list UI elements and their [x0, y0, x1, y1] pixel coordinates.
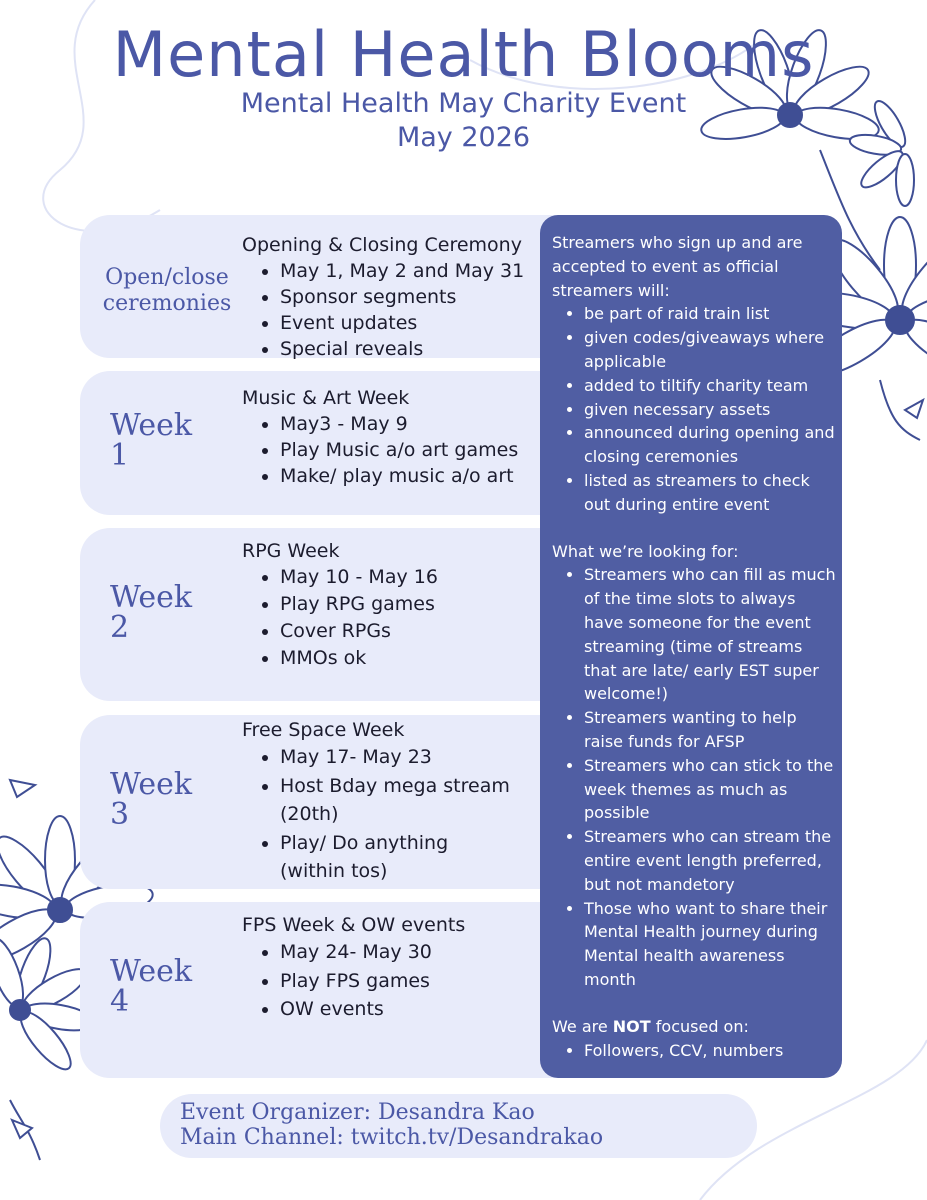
organizer-info — [160, 1094, 757, 1158]
list-item: • given necessary assets — [584, 398, 836, 422]
info-panel-content — [552, 231, 836, 1062]
list-item: • Streamers who can stream the entire event length preferred, but not mandetory — [584, 825, 836, 896]
card-title: FPS Week & OW events — [242, 914, 466, 936]
card-title: Opening & Closing Ceremony — [242, 234, 522, 256]
organizer-name: Event Organizer: Desandra Kao — [180, 1100, 535, 1125]
card-title: Free Space Week — [242, 719, 405, 741]
looking-list — [552, 563, 836, 991]
card-title: Music & Art Week — [242, 387, 410, 409]
card-list — [242, 564, 438, 672]
not-prefix: We are — [552, 1016, 613, 1036]
list-item: • Cover RPGs — [280, 618, 438, 645]
week-word: Week — [110, 408, 193, 443]
week-word: Week — [110, 954, 193, 989]
list-item: • added to tiltify charity team — [584, 374, 836, 398]
card-list — [242, 938, 465, 1024]
schedule-card-week-1 — [80, 371, 600, 515]
week-label — [110, 580, 193, 645]
list-item: • May3 - May 9 — [280, 411, 518, 437]
list-item: • Special reveals — [280, 336, 524, 362]
list-item: • MMOs ok — [280, 645, 438, 672]
card-content — [242, 717, 542, 886]
schedule-card-week-3 — [80, 715, 600, 889]
ceremonies-label-text: Open/close ceremonies — [102, 265, 232, 316]
list-item: • listed as streamers to check out during entire event — [584, 469, 836, 517]
list-item: • OW events — [280, 995, 465, 1024]
card-list — [242, 411, 518, 489]
list-item: • May 1, May 2 and May 31 — [280, 258, 524, 284]
list-item: • May 24- May 30 — [280, 938, 465, 967]
list-item: • be part of raid train list — [584, 302, 836, 326]
page-title: Mental Health Blooms — [112, 18, 815, 91]
week-number: 2 — [110, 610, 130, 645]
card-title: RPG Week — [242, 540, 340, 562]
main-channel: Main Channel: twitch.tv/Desandrakao — [180, 1125, 604, 1150]
ceremonies-label — [92, 265, 242, 317]
week-number: 1 — [110, 438, 130, 473]
week-word: Week — [110, 580, 193, 615]
list-item: • Those who want to share their Mental Health journey during Mental health awareness month — [584, 897, 836, 992]
week-word: Week — [110, 767, 193, 802]
card-content — [242, 232, 524, 362]
list-item: • Streamers who can stick to the week themes as much as possible — [584, 754, 836, 825]
card-list — [242, 258, 524, 362]
schedule-card-ceremonies — [80, 215, 600, 358]
list-item: • May 17- May 23 — [280, 743, 542, 772]
list-item: • Play RPG games — [280, 591, 438, 618]
schedule-card-week-2 — [80, 528, 600, 701]
benefits-list — [552, 302, 836, 516]
not-focused-list — [552, 1039, 836, 1063]
schedule-card-week-4 — [80, 902, 600, 1078]
not-emphasis: NOT — [612, 1016, 651, 1036]
list-item: • Play/ Do anything (within tos) — [280, 829, 510, 886]
list-item: • Play FPS games — [280, 967, 465, 996]
week-number: 3 — [110, 797, 130, 832]
list-item: • Make/ play music a/o art — [280, 463, 518, 489]
not-suffix: focused on: — [650, 1016, 749, 1036]
card-content — [242, 538, 438, 672]
list-item: • given codes/giveaways where applicable — [584, 326, 836, 374]
week-label — [110, 954, 193, 1019]
week-label — [110, 408, 193, 473]
event-subtitle: Mental Health May Charity Event — [240, 88, 687, 119]
list-item: • Event updates — [280, 310, 524, 336]
list-item: • announced during opening and closing ceremonies — [584, 421, 836, 469]
list-item: • Streamers who can fill as much of the time slots to always have someone for the event streaming (time of streams that are late/ early EST super welcome!) — [584, 563, 836, 706]
event-date: May 2026 — [396, 122, 531, 153]
week-label — [110, 767, 193, 832]
info-panel — [540, 215, 842, 1078]
card-list — [242, 743, 542, 886]
not-focused-heading — [552, 1015, 836, 1039]
panel-intro: Streamers who sign up and are accepted to event as official streamers will: — [552, 233, 803, 300]
list-item: • May 10 - May 16 — [280, 564, 438, 591]
list-item: • Streamers wanting to help raise funds for AFSP — [584, 706, 836, 754]
list-item: • Sponsor segments — [280, 284, 524, 310]
list-item: • Play Music a/o art games — [280, 437, 518, 463]
card-content — [242, 912, 465, 1024]
looking-heading: What we’re looking for: — [552, 541, 739, 561]
week-number: 4 — [110, 984, 130, 1019]
list-item: • Host Bday mega stream (20th) — [280, 772, 510, 829]
card-content — [242, 385, 518, 489]
list-item: • Followers, CCV, numbers — [584, 1039, 836, 1063]
